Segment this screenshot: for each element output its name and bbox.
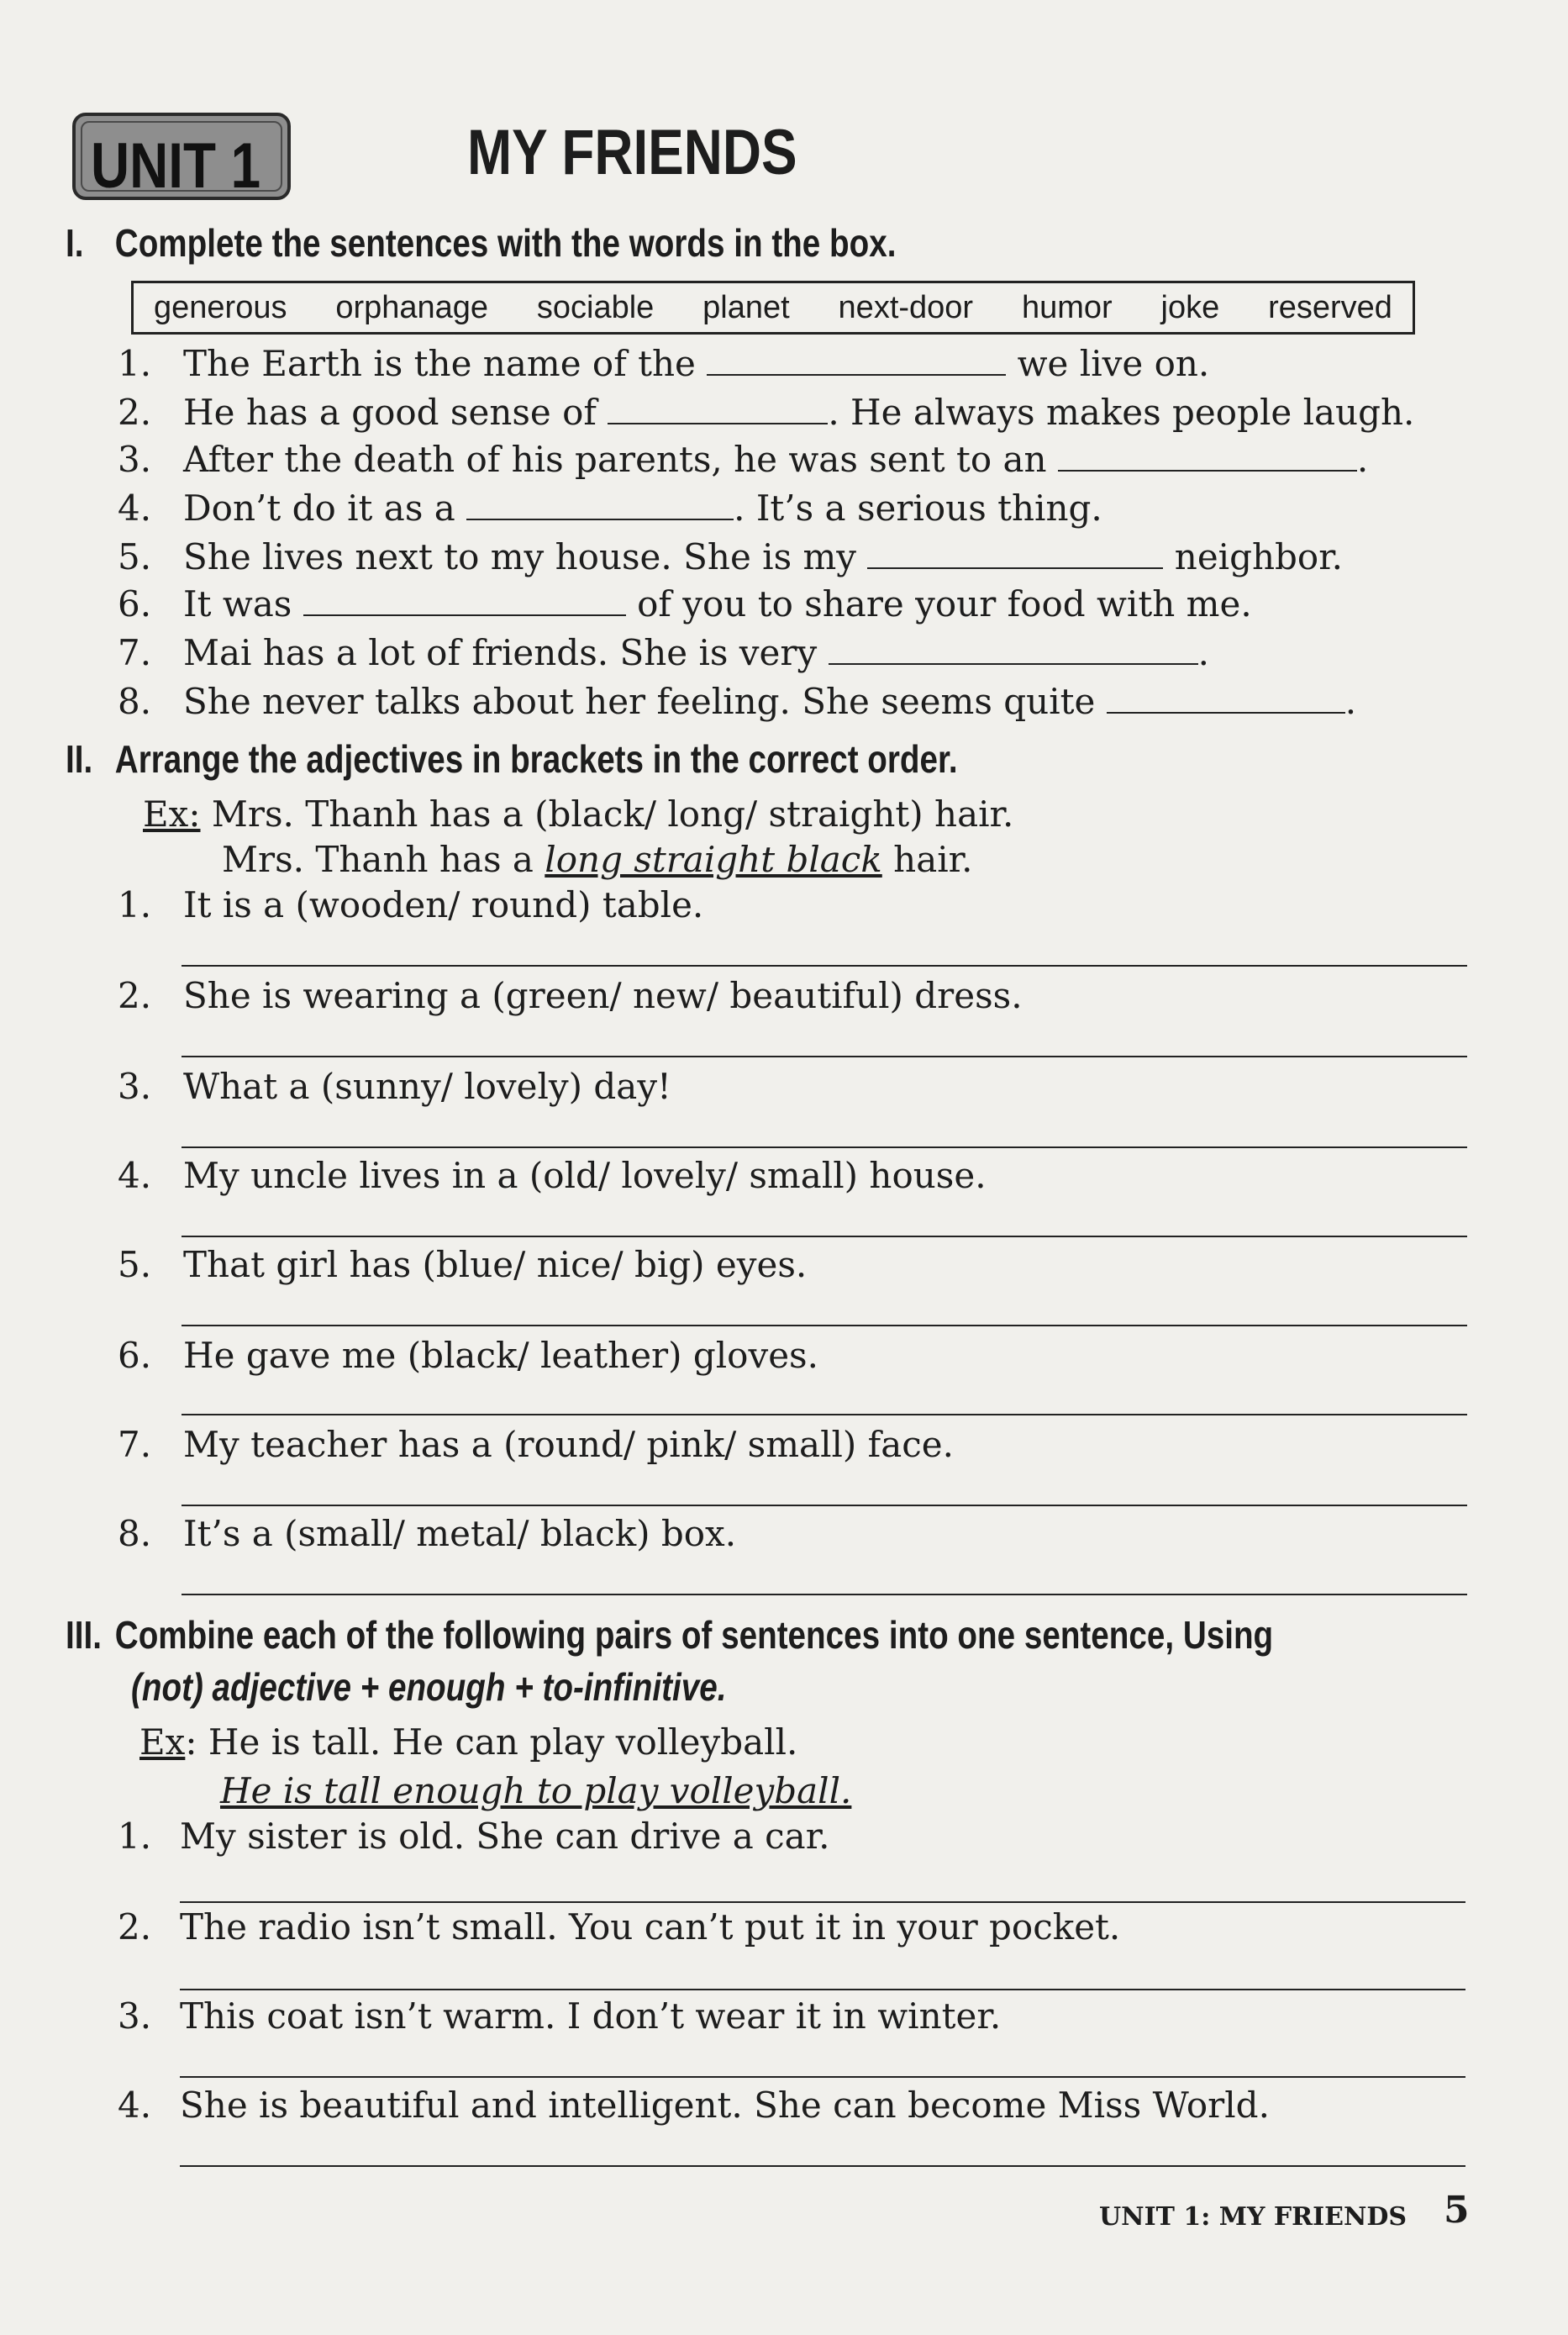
section-2-instruction: Arrange the adjectives in brackets in the correct order. [114, 737, 958, 781]
s3-example-answer: He is tall enough to play volleyball. [220, 1770, 852, 1811]
fill-blank[interactable] [1058, 469, 1357, 472]
answer-line[interactable] [182, 1505, 1467, 1506]
section-1-roman: I. [66, 221, 84, 265]
answer-line[interactable] [180, 1989, 1465, 1990]
answer-line[interactable] [182, 965, 1467, 967]
s3-example [139, 1721, 797, 1763]
page-number: 5 [1444, 2189, 1470, 2232]
word-box-item: next-door [838, 289, 974, 325]
s2-item-number: 6. [118, 1335, 152, 1376]
s3-item-number: 1. [118, 1816, 152, 1857]
s2-item-text: She is wearing a (green/ new/ beautiful) dress. [183, 975, 1023, 1016]
fill-blank[interactable] [829, 662, 1198, 665]
s2-item-number: 8. [118, 1513, 152, 1554]
s2-example-answer: Mrs. Thanh has a long straight black hair. [222, 839, 973, 880]
s2-item-number: 7. [118, 1424, 152, 1465]
section-3-heading [66, 1612, 1273, 1658]
s2-item-text: My teacher has a (round/ pink/ small) face. [183, 1424, 954, 1465]
fill-blank[interactable] [608, 422, 828, 424]
example-label: Ex [139, 1721, 186, 1763]
fill-blank[interactable] [867, 567, 1163, 569]
s2-item-number: 4. [118, 1155, 152, 1196]
section-2-roman: II. [66, 737, 93, 781]
example-question: Mrs. Thanh has a (black/ long/ straight) hair. [211, 793, 1014, 835]
s1-item: She never talks about her feeling. She seems quite . [183, 681, 1357, 722]
section-2-heading [66, 736, 958, 782]
s3-item-text: My sister is old. She can drive a car. [180, 1816, 830, 1857]
word-box-item: planet [702, 289, 790, 325]
s2-item-text: He gave me (black/ leather) gloves. [183, 1335, 818, 1376]
section-3-roman: III. [66, 1613, 102, 1657]
example-label: Ex: [143, 793, 201, 835]
s3-item-text: She is beautiful and intelligent. She can become Miss World. [180, 2085, 1270, 2126]
answer-line[interactable] [182, 1414, 1467, 1415]
section-3-instruction: Combine each of the following pairs of sentences into one sentence, Using [114, 1613, 1274, 1657]
answer-line[interactable] [180, 1901, 1465, 1903]
s2-item-number: 2. [118, 975, 152, 1016]
word-box-item: joke [1160, 289, 1220, 325]
s1-item-number: 1. [118, 343, 152, 384]
s1-item: Don’t do it as a . It’s a serious thing. [183, 488, 1102, 529]
example-answer-underlined: long straight black [545, 839, 882, 880]
answer-line[interactable] [182, 1146, 1467, 1148]
fill-blank[interactable] [303, 614, 626, 616]
s2-item-number: 3. [118, 1066, 152, 1107]
s1-item: She lives next to my house. She is my neighbor. [183, 536, 1344, 577]
word-box-item: reserved [1268, 289, 1392, 325]
s1-item: Mai has a lot of friends. She is very . [183, 632, 1209, 673]
unit-badge-text: UNIT 1 [91, 130, 261, 202]
s1-item: It was of you to share your food with me. [183, 583, 1252, 625]
answer-line[interactable] [182, 1594, 1467, 1595]
unit-badge [72, 113, 291, 200]
answer-line[interactable] [180, 2076, 1465, 2078]
answer-line[interactable] [182, 1056, 1467, 1057]
section-1-heading [66, 220, 896, 266]
s2-example [143, 793, 1013, 835]
s1-item: The Earth is the name of the we live on. [183, 343, 1210, 384]
answer-line[interactable] [180, 2165, 1465, 2167]
s2-item-text: It is a (wooden/ round) table. [183, 884, 704, 925]
s2-item-text: It’s a (small/ metal/ black) box. [183, 1513, 737, 1554]
fill-blank[interactable] [466, 518, 734, 520]
s1-item: He has a good sense of . He always makes people laugh. [183, 392, 1415, 433]
s2-item-number: 5. [118, 1244, 152, 1285]
fill-blank[interactable] [1107, 711, 1345, 714]
page-title: MY FRIENDS [467, 117, 797, 188]
word-box-item: generous [154, 289, 287, 325]
s2-item-text: That girl has (blue/ nice/ big) eyes. [183, 1244, 808, 1285]
example-question: : He is tall. He can play volleyball. [185, 1721, 798, 1763]
section-1-instruction: Complete the sentences with the words in the box. [114, 221, 897, 265]
s1-item: After the death of his parents, he was sent to an . [183, 439, 1369, 480]
s2-item-text: What a (sunny/ lovely) day! [183, 1066, 671, 1107]
word-box-item: orphanage [335, 289, 489, 325]
s2-item-text: My uncle lives in a (old/ lovely/ small) house. [183, 1155, 987, 1196]
answer-line[interactable] [182, 1325, 1467, 1326]
answer-line[interactable] [182, 1236, 1467, 1237]
s1-item-number: 4. [118, 488, 152, 529]
s1-item-number: 7. [118, 632, 152, 673]
s3-item-text: This coat isn’t warm. I don’t wear it in winter. [180, 1995, 1002, 2037]
word-box-item: humor [1021, 289, 1113, 325]
s1-item-number: 6. [118, 583, 152, 625]
s3-item-text: The radio isn’t small. You can’t put it in your pocket. [180, 1906, 1121, 1948]
s3-item-number: 3. [118, 1995, 152, 2037]
fill-blank[interactable] [707, 373, 1006, 376]
s1-item-number: 3. [118, 439, 152, 480]
footer-unit-label: UNIT 1: MY FRIENDS [1099, 2202, 1408, 2232]
s3-item-number: 4. [118, 2085, 152, 2126]
s3-item-number: 2. [118, 1906, 152, 1948]
s1-item-number: 5. [118, 536, 152, 577]
s1-item-number: 2. [118, 392, 152, 433]
s2-item-number: 1. [118, 884, 152, 925]
word-box-item: sociable [536, 289, 655, 325]
s1-item-number: 8. [118, 681, 152, 722]
section-3-instruction-line2: (not) adjective + enough + to-infinitive. [131, 1665, 727, 1709]
word-box [131, 281, 1415, 335]
